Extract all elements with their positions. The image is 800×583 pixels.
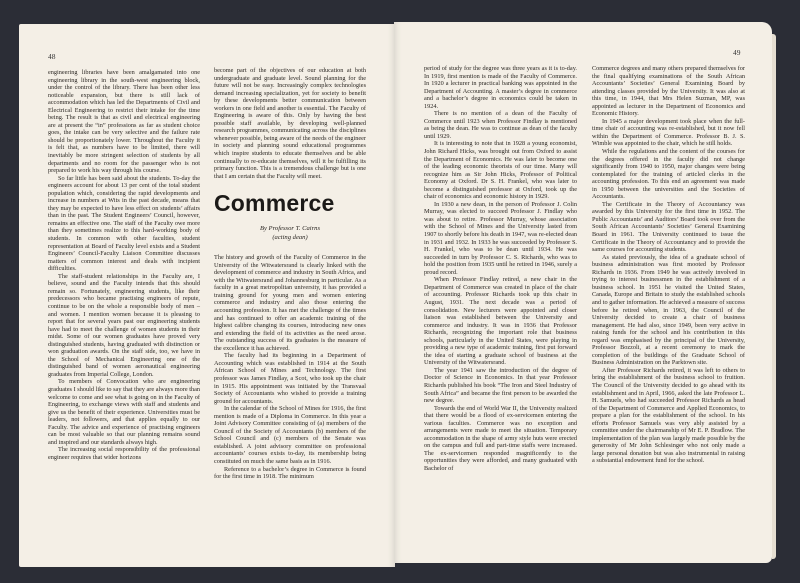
paragraph: While the regulations and the content of the courses for the degrees offered in the faculty did not change significantly from 1940 to 1950, major changes were being contemplated for the training of articled clerks in the accounting profession. To this end an agreement was made in 1950 between the universities and the Societies of Accountants.: [592, 148, 745, 201]
paragraph: period of study for the degree was three years as it is to-day. In 1919, first mention is made of the Faculty of Commerce. In 1920 a lecturer in practical banking was appointed in the Department of Accounting. A master’s degree in commerce and a bachelor’s degree in economics could be taken in 1924.: [424, 65, 577, 110]
paragraph: The increasing social responsibility of the professional engineer requires that wider horizons: [48, 446, 200, 461]
left-page-column-1: [48, 69, 200, 461]
paragraph: When Professor Findlay retired, a new chair in the Department of Commerce was created in place of the chair of accounting. Professor Richards took up this chair in August, 1931. The next decade was a period of consolidation. New lecturers were appointed and closer liaison was established between the University and commerce and industry. It was in 1936 that Professor Richards, recognizing the important role that business schools, particularly in the United States, were playing in providing a new type of academic training, first put forward the idea of starting a graduate school of business at the University of the Witwatersrand.: [424, 276, 577, 367]
byline-role: (acting dean): [272, 234, 308, 242]
right-page-column-1: [424, 65, 577, 473]
paragraph: Towards the end of World War II, the University realized that there would be a flood of ex-servicemen entering the various faculties. Commerce was no exception and arrangements were made to meet the situation. Temporary accommodation in the shape of army style huts were erected on the campus and full and part-time staffs were increased. The ex-servicemen responded magnificently to the opportunities they were afforded, and many graduated with Bachelor of: [424, 404, 577, 472]
section-heading: Commerce: [214, 190, 335, 217]
page-number-left: 48: [48, 52, 56, 61]
paragraph: After Professor Richards retired, it was left to others to bring the establishment of the business school to fruition. The Council of the University decided to go ahead with its establishment and in April, 1966, asked the late Professor L. H. Samuels, who had succeeded Professor Richards as head of the Department of Commerce and Applied Economics, to prepare a plan for the establishment of the school. In his efforts Professor Samuels was very ably assisted by a committee under the chairmanship of Mr E. P. Bradlow. The implementation of the plan was largely made possible by the generosity of Mr John Schlesinger who not only made a large personal donation but was also instrumental in raising a substantial endowment fund for the school.: [592, 366, 745, 465]
paragraph: It is interesting to note that in 1928 a young economist, John Richard Hicks, was brought out from Oxford to assist the Department of Economics. He was later to become one of the leading economic theorists of our time. Many will recognize him as Sir John Hicks, Professor of Political Economy at Oxford. Dr S. H. Frankel, who was later to become a distinguished professor at Oxford, took up the chair of economics and economic history in 1929.: [424, 140, 577, 201]
paragraph: engineering libraries have been amalgamated into one engineering library in the south-west engineering block, under the control of the library. There has been other less noticeable expansion, but there is still lack of accommodation which has led the Departments of Civil and Electrical Engineering to restrict their intake for the time being. The result is that as civil and electrical engineering are at present the “in” professions as far as student choice goes, the intake can be very selective and the failure rate should be proportionately lower. Throughout the Faculty it is felt that, as numbers have to be limited, there will inevitably be more stringent selection of students by all departments and no room for the passenger who is not prepared to work his way through his course.: [48, 69, 200, 175]
left-page-column-2: [214, 67, 366, 481]
paragraph: Reference to a bachelor’s degree in Commerce is found for the first time in 1918. The minimum: [214, 465, 366, 481]
paragraph: Commerce degrees and many others prepared themselves for the final qualifying examinations of the South African Accountants’ Societies’ General Examining Board by attending classes provided by the University. It was also at this time, in 1944, that Mrs Helen Suzman, MP, was appointed as lecturer in the Department of Economics and Economic History.: [592, 65, 745, 118]
paragraph: The Certificate in the Theory of Accountancy was awarded by this University for the first time in 1952. The Public Accountants’ and Auditors’ Board took over from the South African Accountants’ Societies’ General Examining Board in 1961. The University continued to issue the Certificate in the Theory of Accountancy and to provide the same courses for accounting students.: [592, 200, 745, 254]
paragraph: To members of Convocation who are engineering graduates I should like to say that they are always more than welcome to come and see what is going on in the Faculty of Engineering, to exchange views with staff and students and give us the benefit of their experience. Universities must be leaders, not followers, and that applies equally to our Faculty. The advice and experience of practising engineers can be most valuable so that our planning remains sound and inspired and our standards always high.: [48, 378, 200, 446]
paragraph: The history and growth of the Faculty of Commerce in the University of the Witwatersrand is clearly linked with the development of commerce and industry in South Africa, and with the Witwatersrand and Johannesburg in particular. As a faculty in a great metropolitan university, it has provided a training ground for young men and women entering commerce and industry and also those entering the accounting profession. It has met the challenge of the times and has continued to offer an academic training of the highest calibre changing its courses, introducing new ones and extending the field of its activities as the need arose. The outstanding success of its graduates is the measure of the excellence it has achieved.: [214, 254, 366, 352]
paragraph: In 1930 a new dean, in the person of Professor J. Colin Murray, was elected to succeed Professor J. Findlay who was about to retire. Professor Murray, whose association with the School of Mines and the University lasted from 1907 to shortly before his death in 1947, was re-elected dean in 1931 and 1932. In 1933 he was succeeded by Professor S. H. Frankel, who was to be dean until 1934. He was succeeded in turn by Professor C. S. Richards, who was to hold the position from 1935 until he retired in 1946, surely a proud record.: [424, 200, 577, 276]
paragraph: In 1945 a major development took place when the full-time chair of accounting was re-established, but it now fell within the Department of Commerce. Professor B. J. S. Wimble was appointed to the chair, which he still holds.: [592, 117, 745, 148]
paragraph: become part of the objectives of our education at both undergraduate and graduate level. Sound planning for the future will not be easy. Increasingly complex technologies demand increasing specialization, yet for society to benefit by these developments better communication between workers in one field and another is essential. The Faculty of Engineering is aware of this. Only by having the best possible staff available, by developing well-planned research programmes, communicating across the disciplines whenever possible, being aware of the needs of the engineer in society and planning sound educational programmes which inspire students to educate themselves and be able continually to re-educate themselves, will it be fulfilling its primary function. This is a tremendous challenge but is one that I am certain that the Faculty will meet.: [214, 67, 366, 180]
paragraph: As stated previously, the idea of a graduate school of business administration was first mooted by Professor Richards in 1936. From 1949 he was actively involved in trying to interest businessmen in the establishment of a business school. In 1951 he visited the United States, Canada, Europe and Britain to study the established schools and to gather information. He achieved a measure of success before he retired when, in 1963, the Council of the University decided to create a chair of business management. He had also, since 1949, been very active in raising funds for the school and his contribution in this regard was emphasised by the principal of the University, Professor Bozzoli, at a recent ceremony to mark the completion of the buildings of the Graduate School of Business Administration on the Parktown site.: [592, 253, 745, 367]
paragraph: So far little has been said about the students. To-day the engineers account for about 13 per cent of the total student population which, considering the rapid developments and increase in numbers at Wits in the past decade, means that they may be expected to have less effect on students’ affairs than in the past. The Student Engineers’ Council, however, remains an effective one. The staff of the Faculty owe more than they sometimes realize to this hard-working body of students. In common with other faculties, student representation at Board of Faculty level exists and a Student Engineers’ Council-Faculty Liaison Committee discusses matters of common interest and deals with incipient difficulties.: [48, 174, 200, 273]
paragraph: The staff-student relationships in the Faculty are, I believe, sound and the Faculty intends that this should remain so. Fortunately, engineering students, like their predecessors who became practising engineers of repute, continue to be on the whole a responsible body of men – and women. I mention women because it is pleasing to report that for several years past our engineering students have had to meet the challenge of women students in their midst. Some of our women graduates have proved very distinguished students, having graduated with distinction or won graduation awards. On the staff side, too, we have in the School of Mechanical Engineering one of the distinguished band of women aeronautical engineering graduates from Imperial College, London.: [48, 272, 200, 378]
paragraph: There is no mention of a dean of the Faculty of Commerce until 1923 when Professor Findlay is mentioned as being the dean. He was to continue as dean of the faculty until 1929.: [424, 110, 577, 140]
page-edge: [772, 34, 776, 559]
paragraph: The faculty had its beginning in a Department of Accounting which was established in 1914 at the South African School of Mines and Technology. The first professor was James Findlay, a Scot, who took up the chair in 1915. His appointment was initiated by the Transvaal Society of Accountants who wished to provide a training ground for accountants.: [214, 352, 366, 405]
page-number-right: 49: [733, 48, 741, 57]
byline-author: By Professor T. Cairns: [259, 225, 321, 233]
paragraph: In the calendar of the School of Mines for 1916, the first mention is made of a Diploma in Commerce. In this year a Joint Advisory Committee consisting of (a) members of the Council of the Society of Accountants (b) members of the School Council and (c) members of the Senate was established. A joint advisory committee on professional accountants’ courses exists to-day, its membership being constituted on much the same basis as in 1916.: [214, 405, 366, 465]
paragraph: The year 1941 saw the introduction of the degree of Doctor of Science in Economics. In that year Professor Richards published his book “The Iron and Steel Industry of South Africa” and became the first person to be awarded the new degree.: [424, 366, 577, 405]
byline: [214, 224, 366, 242]
right-page-column-2: [592, 65, 745, 465]
